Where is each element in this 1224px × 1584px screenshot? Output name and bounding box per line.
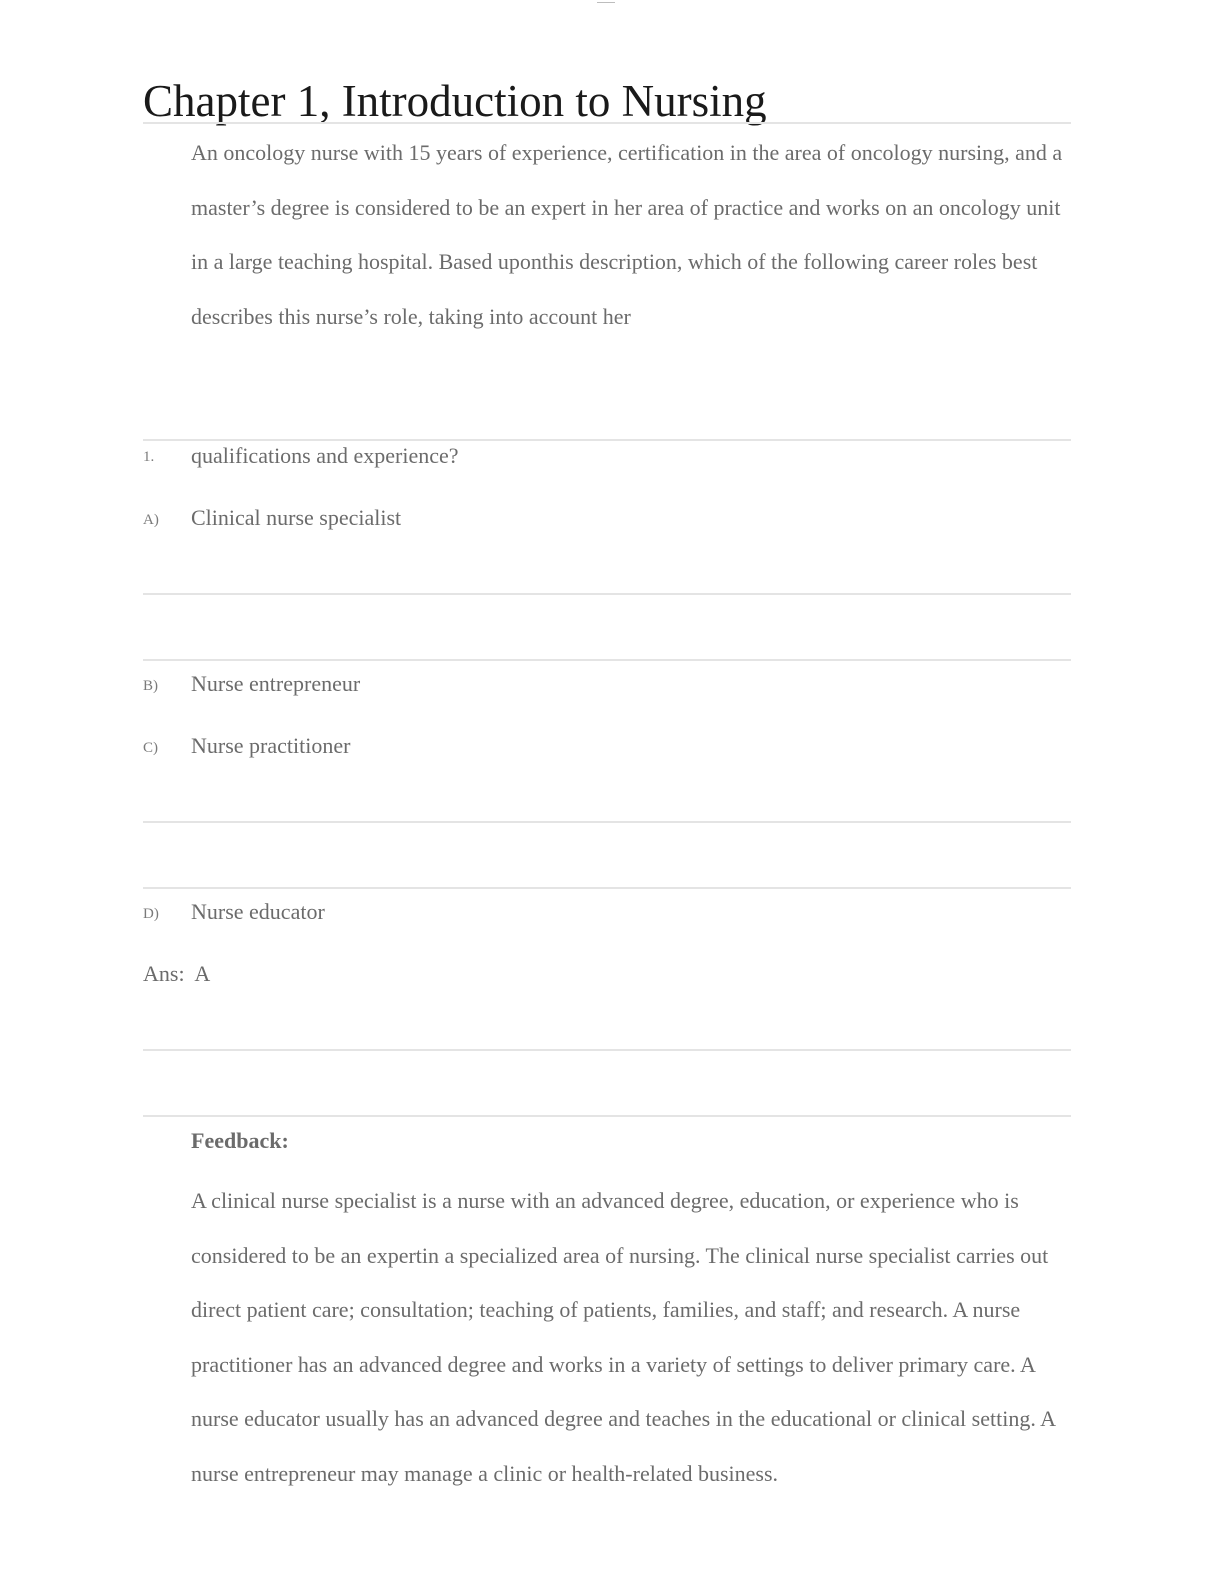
divider <box>143 1049 1071 1051</box>
option-d-letter: D) <box>143 906 159 922</box>
question-stem: An oncology nurse with 15 years of experience, certification in the area of oncology nursing, and a master’s degree is considered to be an expert in her area of practice and works on an oncology unit in a large teaching hospital. Based uponthis description, which of the following career roles best describes this nurse’s role, taking into account her <box>191 140 1063 329</box>
chapter-title: Chapter 1, Introduction to Nursing <box>143 76 767 126</box>
answer-line: Ans: A <box>143 961 211 986</box>
feedback-text: A clinical nurse specialist is a nurse with an advanced degree, education, or experience who is considered to be an expertin a specialized area of nursing. The clinical nurse specialist carries out direct patient care; consultation; teaching of patients, families, and staff; and research. A nurse practitioner has an advanced degree and works in a variety of settings to deliver primary care. A nurse educator usually has an advanced degree and teaches in the educational or clinical setting. A nurse entrepreneur may manage a clinic or health-related business. <box>191 1188 1055 1486</box>
divider <box>143 593 1071 595</box>
option-b-letter: B) <box>143 678 158 694</box>
divider <box>143 1115 1071 1117</box>
divider <box>143 659 1071 661</box>
title-underline <box>143 122 1071 124</box>
option-b-text: Nurse entrepreneur <box>191 671 361 696</box>
divider <box>143 821 1071 823</box>
page-top-mark <box>597 0 615 3</box>
question-number: 1. <box>143 449 155 465</box>
option-d-text: Nurse educator <box>191 899 325 924</box>
divider <box>143 887 1071 889</box>
option-a-letter: A) <box>143 512 159 528</box>
option-c-letter: C) <box>143 740 158 756</box>
question-stem-end: qualifications and experience? <box>191 443 459 468</box>
option-c-text: Nurse practitioner <box>191 733 351 758</box>
feedback-label: Feedback: <box>191 1128 289 1153</box>
option-a-text: Clinical nurse specialist <box>191 505 402 530</box>
